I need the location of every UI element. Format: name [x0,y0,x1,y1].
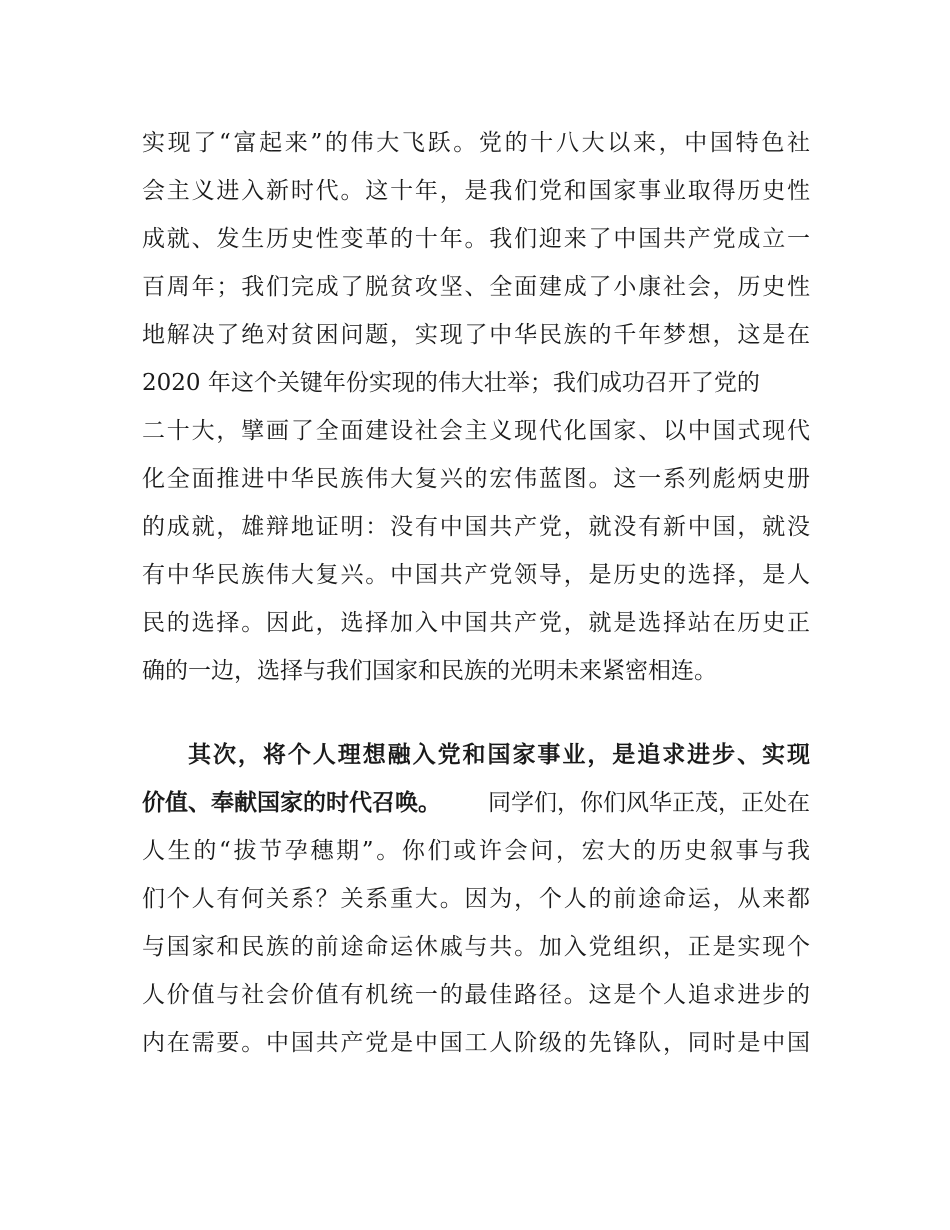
paragraph-heading-line: 其次，将个人理想融入党和国家事业，是追求进步、实现 [188,742,810,768]
paragraph-line: 二十大，擘画了全面建设社会主义现代化国家、以中国式现代 [142,418,810,444]
paragraph-line: 会主义进入新时代。这十年，是我们党和国家事业取得历史性 [142,178,810,204]
paragraph-line: 化全面推进中华民族伟大复兴的宏伟蓝图。这一系列彪炳史册 [142,466,810,492]
paragraph-line: 人生的“拔节孕穗期”。你们或许会问，宏大的历史叙事与我 [142,838,810,864]
paragraph-line: 实现了“富起来”的伟大飞跃。党的十八大以来，中国特色社 [142,130,810,156]
paragraph-line: 人价值与社会价值有机统一的最佳路径。这是个人追求进步的 [142,982,810,1008]
paragraph-line: 民的选择。因此，选择加入中国共产党，就是选择站在历史正 [142,610,810,636]
paragraph-line: 与国家和民族的前途命运休戚与共。加入党组织，正是实现个 [142,934,810,960]
paragraph-heading-part: 价值、奉献国家的时代召唤。 [142,790,441,816]
paragraph-line: 成就、发生历史性变革的十年。我们迎来了中国共产党成立一 [142,226,810,252]
paragraph-line: 百周年；我们完成了脱贫攻坚、全面建成了小康社会，历史性 [142,274,810,300]
paragraph-line: 确的一边，选择与我们国家和民族的光明未来紧密相连。 [142,658,717,684]
paragraph-text-part: 同学们，你们风华正茂，正处在 [488,790,810,816]
paragraph-line: 内在需要。中国共产党是中国工人阶级的先锋队，同时是中国 [142,1030,810,1056]
paragraph-line: 地解决了绝对贫困问题，实现了中华民族的千年梦想，这是在 [142,322,810,348]
paragraph-line: 们个人有何关系？关系重大。因为，个人的前途命运，从来都 [142,886,810,912]
paragraph-line: 2020 年这个关键年份实现的伟大壮举；我们成功召开了党的 [142,370,760,396]
paragraph-line: 的成就，雄辩地证明：没有中国共产党，就没有新中国，就没 [142,514,810,540]
paragraph-line: 有中华民族伟大复兴。中国共产党领导，是历史的选择，是人 [142,562,810,588]
paragraph-mixed-line [142,788,810,818]
